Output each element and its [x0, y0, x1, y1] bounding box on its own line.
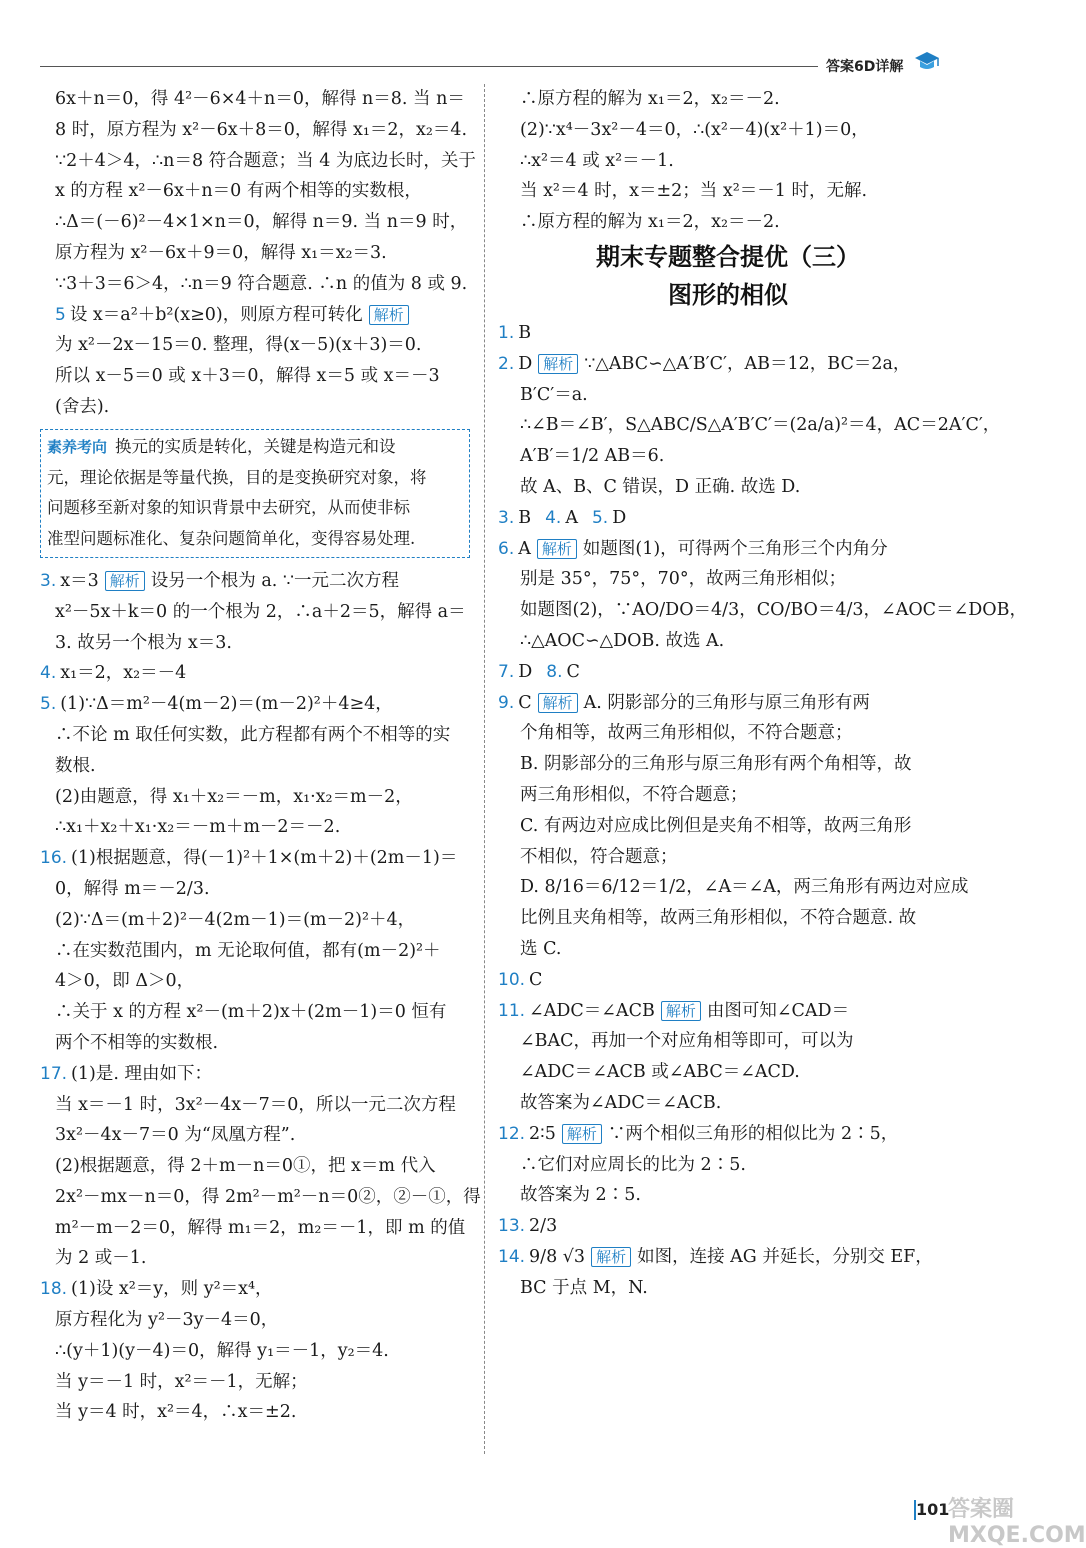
answer-text: (1)设 x²＝y，则 y²＝x⁴，: [71, 1279, 273, 1300]
answer-text: 当 x＝－1 时，3x²－4x－7＝0，所以一元二次方程: [55, 1094, 456, 1115]
left-line: [40, 751, 470, 782]
analysis-text: 由图可知∠CAD＝: [706, 1000, 850, 1021]
answer-number: 7.: [498, 661, 515, 682]
answer-number: 4.: [545, 507, 562, 528]
note-line: [47, 432, 463, 463]
section-subtitle: 图形的相似: [668, 280, 788, 309]
answer-number: 12.: [498, 1123, 526, 1144]
answer-text: ∴(y＋1)(y－4)＝0，解得 y₁＝－1，y₂＝4.: [55, 1340, 389, 1361]
left-line: [40, 1305, 470, 1336]
right-line: [498, 718, 958, 749]
answer-text: ∵2＋4＞4，∴n＝8 符合题意；当 4 为底边长时，关于: [55, 150, 476, 171]
answer-text: 故 A、B、C 错误，D 正确. 故选 D.: [520, 476, 801, 497]
right-line: [498, 1273, 958, 1304]
answer-text: 设 x＝a²＋b²(x≥0)，则原方程可转化: [69, 304, 363, 325]
left-line: [40, 1336, 470, 1367]
answer-text: C: [566, 661, 580, 682]
answer-text: B: [518, 507, 532, 528]
answer-text: ∴在实数范围内，m 无论取何值，都有(m－2)²＋: [55, 940, 441, 961]
answer-text: D. 8/16＝6/12＝1/2，∠A＝∠A，两三角形有两边对应成: [520, 877, 969, 898]
right-line: [498, 564, 958, 595]
analysis-tag: 解析: [537, 539, 577, 559]
right-line: [498, 84, 958, 115]
answer-text: 4＞0，即 Δ＞0，: [55, 971, 195, 992]
answer-text: 原方程为 x²－6x＋9＝0，解得 x₁＝x₂＝3.: [55, 242, 387, 263]
left-line: [40, 207, 470, 238]
answer-text: B: [518, 322, 532, 343]
right-line: [498, 903, 958, 934]
left-line: [40, 269, 470, 300]
answer-text: D: [612, 507, 627, 528]
answer-text: ∴∠B＝∠B′，S△ABC/S△A′B′C′＝(2a/a)²＝4，AC＝2A′C′，: [520, 415, 1001, 436]
right-line: [498, 1057, 958, 1088]
left-line: [40, 905, 470, 936]
left-line: [40, 1059, 470, 1090]
answer-text: (2)∵Δ＝(m＋2)²－4(2m－1)＝(m－2)²＋4，: [55, 909, 416, 930]
right-column: [498, 84, 1027, 1303]
answer-text: C. 有两边对应成比例但是夹角不相等，故两三角形: [520, 815, 912, 836]
note-label: 素养考向: [47, 437, 108, 456]
note-text: 元，理论依据是等量代换，目的是变换研究对象，将: [47, 467, 427, 487]
answer-number: 18.: [40, 1279, 68, 1300]
answer-text: x²－5x＋k＝0 的一个根为 2，∴a＋2＝5，解得 a＝: [55, 601, 466, 622]
literacy-note-box: [40, 429, 470, 558]
analysis-text: ∵△ABC∽△A′B′C′，AB＝12，BC＝2a，: [584, 353, 911, 374]
header-label: 答案6D详解: [826, 59, 904, 75]
answer-text: ∠ADC＝∠ACB 或∠ABC＝∠ACD.: [520, 1062, 800, 1083]
right-line: [498, 1088, 958, 1119]
analysis-text: ∵两个相似三角形的相似比为 2∶5，: [607, 1123, 899, 1144]
analysis-tag: 解析: [562, 1124, 602, 1144]
answer-text: 数根.: [55, 755, 96, 776]
answer-text: 3x²－4x－7＝0 为“凤凰方程”.: [55, 1125, 296, 1146]
left-line: [40, 658, 470, 689]
answer-text: (2)由题意，得 x₁＋x₂＝－m，x₁·x₂＝m－2，: [55, 786, 413, 807]
right-line: [498, 657, 958, 688]
answer-number: 5.: [591, 507, 609, 528]
left-line: [40, 1213, 470, 1244]
right-line: [498, 1150, 958, 1181]
note-line: [47, 493, 463, 524]
left-line: [40, 628, 470, 659]
answer-text: ∴△AOC∽△DOB. 故选 A.: [520, 630, 725, 651]
answer-text: 8 时，原方程为 x²－6x＋8＝0，解得 x₁＝2，x₂＝4.: [55, 119, 468, 140]
answer-text: ∴不论 m 取任何实数，此方程都有两个不相等的实: [55, 724, 451, 745]
answer-text: D: [518, 353, 533, 374]
right-line: [498, 441, 958, 472]
answer-text: ∴Δ＝(－6)²－4×1×n＝0，解得 n＝9. 当 n＝9 时，: [55, 212, 468, 233]
answer-number: 8.: [546, 661, 563, 682]
answer-number: 13.: [498, 1216, 526, 1237]
left-line: [40, 1243, 470, 1274]
answer-text: (2)根据题意，得 2＋m－n＝0①，把 x＝m 代入: [55, 1156, 436, 1177]
answer-text: 3. 故另一个根为 x＝3.: [55, 632, 232, 653]
answer-text: (1)根据题意，得(－1)²＋1×(m＋2)＋(2m－1)＝: [71, 848, 458, 869]
left-line: [40, 330, 470, 361]
note-line: [47, 463, 463, 494]
left-line: [40, 238, 470, 269]
left-line: [40, 1028, 470, 1059]
analysis-text: 设另一个根为 a. ∵一元二次方程: [150, 570, 400, 591]
right-line: [498, 1180, 958, 1211]
answer-text: 两个不相等的实数根.: [55, 1032, 219, 1053]
right-line: [498, 780, 958, 811]
answer-text: B′C′＝a.: [520, 384, 588, 405]
left-column: [40, 84, 481, 1428]
right-line: [498, 115, 958, 146]
answer-text: 2/3: [529, 1216, 558, 1237]
answer-text: ∴关于 x 的方程 x²－(m＋2)x＋(2m－1)＝0 恒有: [55, 1002, 447, 1023]
graduation-cap-icon: [914, 50, 940, 74]
answer-text: 选 C.: [520, 938, 562, 959]
answer-number: 9.: [498, 692, 515, 713]
answer-text: A: [565, 507, 578, 528]
left-line: [40, 176, 470, 207]
answer-text: ∴x²＝4 或 x²＝－1.: [520, 150, 674, 171]
answer-text: 所以 x－5＝0 或 x＋3＝0，解得 x＝5 或 x＝－3: [55, 366, 440, 387]
answer-number: 4.: [40, 663, 57, 684]
note-line: [47, 524, 463, 555]
right-line: [498, 472, 958, 503]
answer-text: 比例且夹角相等，故两三角形相似，不符合题意. 故: [520, 908, 917, 929]
answer-text: 当 x²＝4 时，x＝±2；当 x²＝－1 时，无解.: [520, 181, 868, 202]
answer-text: ∵3＋3＝6＞4，∴n＝9 符合题意. ∴n 的值为 8 或 9.: [55, 273, 468, 294]
answer-text: 为 2 或－1.: [55, 1248, 147, 1269]
right-line: [498, 1119, 958, 1150]
answer-text: ∴x₁＋x₂＋x₁·x₂＝－m＋m－2＝－2.: [55, 817, 341, 838]
answer-text: 6x＋n＝0，得 4²－6×4＋n＝0，解得 n＝8. 当 n＝: [55, 89, 465, 109]
answer-text: ∴它们对应周长的比为 2∶5.: [520, 1154, 746, 1175]
right-line: [498, 410, 1001, 441]
answer-number: 1.: [498, 322, 515, 343]
answer-text: C: [518, 692, 532, 713]
left-line: [40, 874, 470, 905]
left-line: [40, 936, 470, 967]
right-line: [498, 842, 958, 873]
left-line: [40, 1151, 470, 1182]
answer-text: x＝3: [60, 570, 99, 591]
analysis-tag: 解析: [538, 354, 578, 374]
left-line: [40, 997, 470, 1028]
right-line: [498, 872, 969, 903]
answer-text: 不相似，符合题意；: [520, 846, 678, 867]
answer-text: 当 y＝4 时，x²＝4，∴x＝±2.: [55, 1402, 297, 1423]
answer-text: ∴原方程的解为 x₁＝2，x₂＝－2.: [520, 89, 780, 109]
right-line: [498, 349, 958, 380]
answer-number: 14.: [498, 1246, 526, 1267]
answer-text: (1)是. 理由如下：: [71, 1063, 212, 1084]
right-line: [498, 146, 958, 177]
answer-text: 9/8 √3: [529, 1246, 586, 1267]
page-number: 101: [916, 1500, 950, 1519]
left-line: [40, 843, 470, 874]
answer-text: A: [518, 538, 531, 559]
left-line: [40, 720, 470, 751]
answer-number: 5: [55, 304, 66, 325]
right-line: [498, 207, 958, 238]
analysis-tag: 解析: [591, 1247, 631, 1267]
answer-text: 个角相等，故两三角形相似，不符合题意；: [520, 723, 853, 744]
answer-number: 10.: [498, 969, 526, 990]
answer-text: C: [529, 969, 543, 990]
analysis-tag: 解析: [369, 305, 409, 325]
answer-text: 如题图(2)，∵AO/DO＝4/3，CO/BO＝4/3，∠AOC＝∠DOB，: [520, 600, 1027, 621]
right-line: [498, 176, 958, 207]
answer-number: 5.: [40, 694, 57, 715]
right-line: [498, 380, 958, 411]
left-line: [40, 1367, 470, 1398]
right-line: [498, 503, 958, 534]
answer-text: 2∶5: [529, 1123, 556, 1144]
right-line: [498, 595, 1027, 626]
note-text: 换元的实质是转化，关键是构造元和设: [115, 436, 396, 456]
answer-text: 原方程化为 y²－3y－4＝0，: [55, 1310, 279, 1331]
answer-text: (2)∵x⁴－3x²－4＝0，∴(x²－4)(x²＋1)＝0，: [520, 119, 869, 140]
analysis-tag: 解析: [538, 693, 578, 713]
left-line: [40, 812, 470, 843]
note-text: 问题移至新对象的知识背景中去研究，从而使非标: [47, 498, 410, 518]
answer-number: 11.: [498, 1000, 526, 1021]
answer-text: (1)∵Δ＝m²－4(m－2)＝(m－2)²＋4≥4，: [60, 694, 393, 715]
left-line: [40, 392, 470, 423]
answer-text: ∠ADC＝∠ACB: [529, 1000, 655, 1021]
right-line: [498, 1211, 958, 1242]
right-line: [498, 626, 958, 657]
answer-text: D: [518, 661, 533, 682]
answer-text: m²－m－2＝0，解得 m₁＝2，m₂＝－1，即 m 的值: [55, 1217, 466, 1238]
left-line: [40, 1182, 481, 1213]
answer-number: 17.: [40, 1063, 68, 1084]
section-title: 期末专题整合提优（三）: [596, 242, 860, 271]
answer-text: 别是 35°，75°，70°，故两三角形相似；: [520, 569, 847, 590]
answer-text: A′B′＝1/2 AB＝6.: [520, 446, 665, 467]
analysis-text: A. 阴影部分的三角形与原三角形有两: [583, 692, 870, 713]
answer-text: 0，解得 m＝－2/3.: [55, 878, 210, 899]
answer-text: ∴原方程的解为 x₁＝2，x₂＝－2.: [520, 212, 780, 233]
answer-text: BC 于点 M，N.: [520, 1277, 648, 1298]
left-line: [40, 84, 470, 115]
right-line: [498, 965, 958, 996]
answer-text: x₁＝2，x₂＝－4: [60, 663, 187, 684]
answer-number: 3.: [40, 570, 57, 591]
left-line: [40, 566, 470, 597]
left-line: [40, 115, 470, 146]
left-line: [40, 1274, 470, 1305]
analysis-text: 如题图(1)，可得两个三角形三个内角分: [582, 538, 888, 559]
right-line: [498, 934, 958, 965]
analysis-tag: 解析: [105, 571, 145, 591]
watermark: 答案圈 MXQE.COM: [948, 1497, 1086, 1548]
answer-text: 故答案为 2∶5.: [520, 1185, 641, 1206]
answer-number: 2.: [498, 353, 515, 374]
right-line: [498, 1026, 958, 1057]
answer-text: B. 阴影部分的三角形与原三角形有两个角相等，故: [520, 754, 912, 775]
column-divider: [484, 84, 485, 1454]
right-line: [498, 996, 958, 1027]
answer-number: 6.: [498, 538, 515, 559]
left-line: [40, 689, 470, 720]
right-line: [498, 811, 958, 842]
header-rule: [40, 66, 818, 67]
left-line: [40, 1397, 470, 1428]
answer-text: (舍去).: [55, 396, 110, 417]
answer-number: 16.: [40, 848, 68, 869]
left-line: [40, 966, 470, 997]
analysis-tag: 解析: [661, 1001, 701, 1021]
left-line: [40, 146, 476, 177]
answer-number: 3.: [498, 507, 515, 528]
answer-text: x 的方程 x²－6x＋n＝0 有两个相等的实数根，: [55, 181, 422, 202]
right-line: [498, 688, 958, 719]
left-line: [40, 300, 470, 331]
right-line: [498, 749, 958, 780]
right-line: [498, 534, 958, 565]
analysis-text: 如图，连接 AG 并延长，分别交 EF，: [637, 1246, 933, 1267]
answer-text: 故答案为∠ADC＝∠ACB.: [520, 1092, 722, 1113]
right-line: [498, 1242, 958, 1273]
left-line: [40, 1120, 470, 1151]
answer-text: 两三角形相似，不符合题意；: [520, 784, 748, 805]
note-text: 准型问题标准化、复杂问题简单化，变得容易处理.: [47, 529, 416, 549]
left-line: [40, 782, 470, 813]
answer-text: 2x²－mx－n＝0，得 2m²－m²－n＝0②，②－①，得: [55, 1186, 481, 1207]
answer-text: 为 x²－2x－15＝0. 整理，得(x－5)(x＋3)＝0.: [55, 335, 422, 356]
right-line: [498, 318, 958, 349]
left-line: [40, 361, 470, 392]
left-line: [40, 597, 470, 628]
answer-text: ∠BAC，再加一个对应角相等即可，可以为: [520, 1031, 854, 1052]
left-line: [40, 1090, 470, 1121]
answer-text: 当 y＝－1 时，x²＝－1，无解；: [55, 1371, 308, 1392]
